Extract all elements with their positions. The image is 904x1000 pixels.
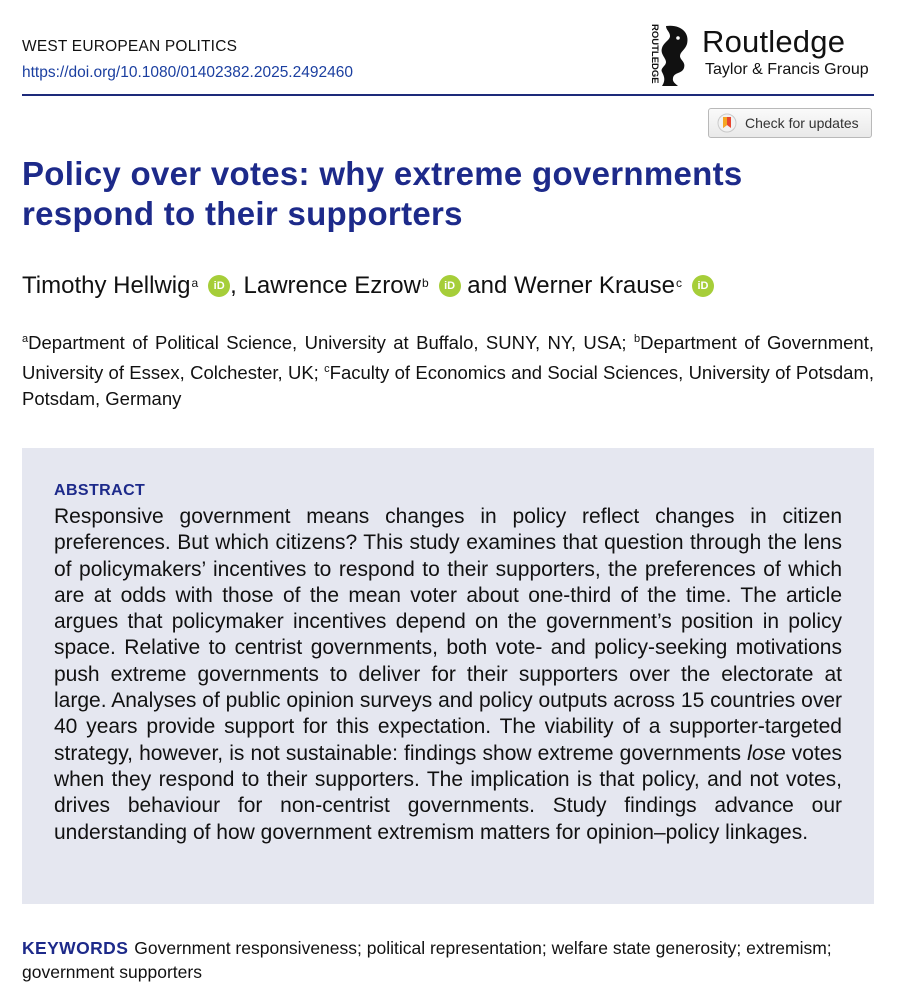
keywords <box>22 936 882 984</box>
article-title: Policy over votes: why extreme governments respond to their supporters <box>22 155 743 232</box>
abstract-box <box>22 448 874 904</box>
affiliation-marker: b <box>634 333 641 345</box>
author-list <box>22 272 720 300</box>
author-separator: , <box>230 272 244 299</box>
affiliation-marker: c <box>324 363 330 376</box>
abstract-emphasis: lose <box>747 741 786 765</box>
keywords-label: KEYWORDS <box>22 938 129 958</box>
affiliation-c: Faculty of Economics and Social Sciences, University of Potsdam, Potsdam, Germany <box>22 362 874 410</box>
orcid-icon[interactable]: iD <box>208 275 230 297</box>
check-updates-button[interactable] <box>708 108 872 138</box>
abstract-text <box>54 504 842 846</box>
author-separator: and <box>460 272 515 299</box>
publisher-name: Routledge <box>702 24 846 59</box>
author-name[interactable]: Werner Krause <box>514 272 675 299</box>
journal-name: WEST EUROPEAN POLITICS <box>22 38 238 55</box>
header-rule <box>22 94 874 96</box>
author-name[interactable]: Lawrence Ezrow <box>243 272 421 299</box>
logo-eye <box>676 36 680 40</box>
routledge-vertical-wordmark: ROUTLEDGE <box>649 24 660 84</box>
author-name[interactable]: Timothy Hellwig <box>22 272 191 299</box>
abstract-text-part: Responsive government means changes in policy reflect changes in citizen preferences. But which citizens? This study examines that question through the lens of policymakers’ incentives to respond to their supporters, the preferences of which are at odds with those of the mean voter about one-third of the time. The article argues that policymaker incentives depend on the government’s position in policy space. Relative to centrist governments, both vote- and policy-seeking motivations push extreme governments to deliver for their supporters over the electorate at large. Analyses of public opinion surveys and policy outputs across 15 countries over 40 years provide support for this expectation. The viability of a supporter-targeted strategy, however, is not sustainable: findings show extreme governments <box>54 505 842 765</box>
check-updates-icon <box>717 113 737 133</box>
author-affiliation-marker: c <box>675 276 682 290</box>
keywords-text: Government responsiveness; political representation; welfare state generosity; extremism; government supporters <box>22 938 832 982</box>
abstract-heading: ABSTRACT <box>54 482 146 499</box>
publisher-group: Taylor & Francis Group <box>705 61 869 78</box>
affiliation-b: Department of Government, University of Essex, Colchester, UK; <box>22 332 874 384</box>
affiliation-marker: a <box>22 333 29 345</box>
author-affiliation-marker: b <box>421 276 429 290</box>
routledge-logo-icon <box>640 22 696 86</box>
affiliation-a: Department of Political Science, University at Buffalo, SUNY, NY, USA; <box>28 332 634 354</box>
orcid-icon[interactable]: iD <box>692 275 714 297</box>
check-updates-label: Check for updates <box>745 115 859 131</box>
author-affiliation-marker: a <box>191 276 199 290</box>
doi-link[interactable]: https://doi.org/10.1080/01402382.2025.2492460 <box>22 64 353 81</box>
affiliations <box>22 326 874 412</box>
orcid-icon[interactable]: iD <box>439 275 461 297</box>
abstract-text-part: votes when they respond to their supporters. The implication is that policy, and not votes, drives behaviour for non-centrist governments. Study findings advance our understanding of how government extremism matters for opinion–policy linkages. <box>54 741 842 844</box>
